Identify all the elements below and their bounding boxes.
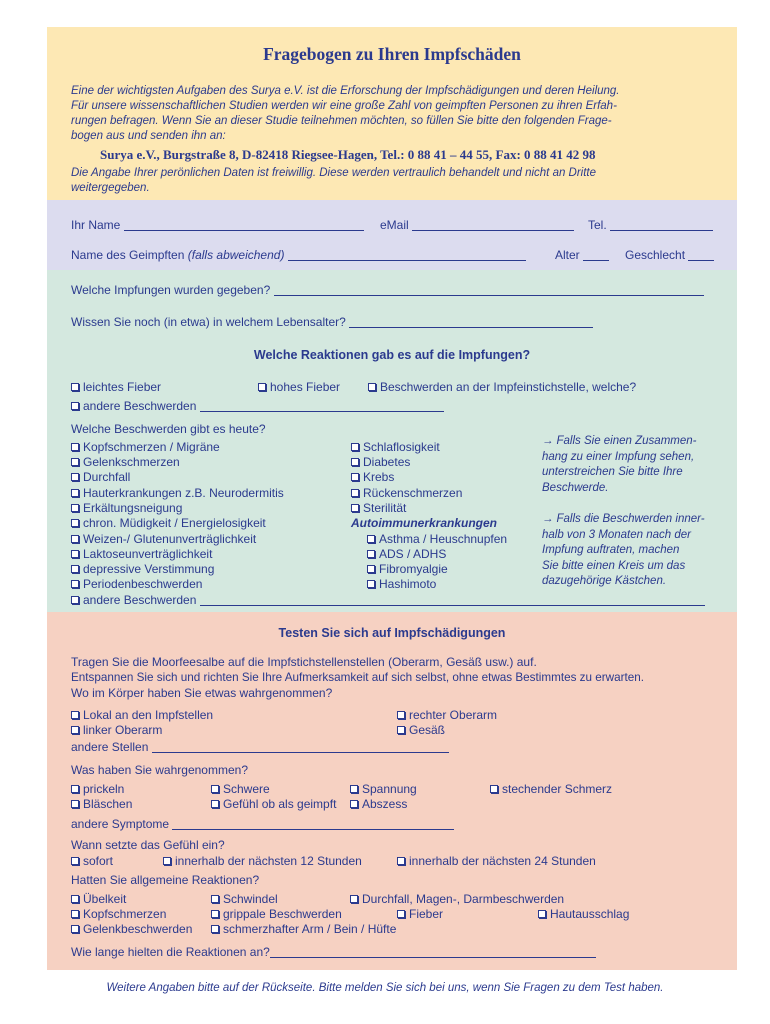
checkbox-item[interactable]: Schwere bbox=[211, 782, 270, 797]
checkbox-item[interactable]: hohes Fieber bbox=[258, 380, 340, 395]
intro-line: bogen aus und senden ihn an: bbox=[71, 130, 226, 142]
checkbox[interactable] bbox=[397, 711, 405, 719]
checkbox[interactable] bbox=[71, 550, 79, 558]
checkbox[interactable] bbox=[258, 383, 266, 391]
checkbox-item[interactable]: Krebs bbox=[351, 470, 394, 485]
checkbox-item[interactable]: Bläschen bbox=[71, 797, 132, 812]
general-question: Hatten Sie allgemeine Reaktionen? bbox=[71, 873, 260, 887]
checkbox[interactable] bbox=[538, 910, 546, 918]
tel-field[interactable] bbox=[610, 220, 713, 231]
today-label: Welche Beschwerden gibt es heute? bbox=[71, 422, 266, 436]
checkbox[interactable] bbox=[71, 402, 79, 410]
checkbox[interactable] bbox=[397, 857, 405, 865]
checkbox[interactable] bbox=[367, 550, 375, 558]
duration-question: Wie lange hielten die Reaktionen an? bbox=[71, 945, 270, 959]
instruction-line: Tragen Sie die Moorfeesalbe auf die Impfstichstellenstellen (Oberarm, Gesäß usw.) auf. bbox=[71, 655, 537, 669]
checkbox[interactable] bbox=[211, 800, 219, 808]
checkbox-item[interactable]: rechter Oberarm bbox=[397, 708, 497, 723]
checkbox[interactable] bbox=[397, 726, 405, 734]
checkbox[interactable] bbox=[71, 489, 79, 497]
checkbox-item[interactable]: Weizen-/ Glutenunverträglichkeit bbox=[71, 532, 256, 547]
checkbox[interactable] bbox=[71, 726, 79, 734]
checkbox-item[interactable]: Hashimoto bbox=[367, 577, 436, 592]
vaccination-age-label: Wissen Sie noch (in etwa) in welchem Lebensalter? bbox=[71, 315, 346, 329]
other-places-field[interactable] bbox=[152, 742, 449, 753]
checkbox[interactable] bbox=[351, 458, 359, 466]
checkbox-item[interactable]: leichtes Fieber bbox=[71, 380, 161, 395]
checkbox-item[interactable]: linker Oberarm bbox=[71, 723, 162, 738]
checkbox-item[interactable]: chron. Müdigkeit / Energielosigkeit bbox=[71, 516, 266, 531]
intro-line: Eine der wichtigsten Aufgaben des Surya e.V. ist die Erforschung der Impfschädigungen und deren Heilung. bbox=[71, 85, 620, 97]
checkbox-item[interactable]: Übelkeit bbox=[71, 892, 126, 907]
name-label: Ihr Name bbox=[71, 218, 121, 232]
checkbox-item[interactable]: sofort bbox=[71, 854, 113, 869]
checkbox[interactable] bbox=[71, 857, 79, 865]
checkbox[interactable] bbox=[71, 565, 79, 573]
arrow-right-icon: → bbox=[542, 513, 554, 525]
arrow-right-icon: → bbox=[542, 435, 554, 447]
checkbox-item[interactable]: Rückenschmerzen bbox=[351, 486, 462, 501]
checkbox-item[interactable]: Gesäß bbox=[397, 723, 445, 738]
checkbox[interactable] bbox=[351, 473, 359, 481]
other-today-field[interactable] bbox=[200, 595, 705, 606]
tel-label: Tel. bbox=[588, 218, 607, 232]
vaccination-section bbox=[47, 270, 737, 612]
checkbox-item[interactable]: Spannung bbox=[350, 782, 417, 797]
checkbox-item[interactable]: Schlaflosigkeit bbox=[351, 440, 440, 455]
checkbox[interactable] bbox=[71, 800, 79, 808]
checkbox-item[interactable]: schmerzhafter Arm / Bein / Hüfte bbox=[211, 922, 396, 937]
checkbox-item[interactable]: Fieber bbox=[397, 907, 443, 922]
checkbox-item[interactable]: Gelenkbeschwerden bbox=[71, 922, 192, 937]
checkbox[interactable] bbox=[367, 535, 375, 543]
checkbox-item[interactable]: Kopfschmerzen bbox=[71, 907, 166, 922]
checkbox-item[interactable]: Sterilität bbox=[351, 501, 406, 516]
checkbox[interactable] bbox=[71, 895, 79, 903]
checkbox-item[interactable]: Fibromyalgie bbox=[367, 562, 448, 577]
checkbox-item[interactable]: ADS / ADHS bbox=[367, 547, 446, 562]
checkbox-item[interactable]: Asthma / Heuschnupfen bbox=[367, 532, 507, 547]
where-question: Wo im Körper haben Sie etwas wahrgenommen? bbox=[71, 686, 333, 700]
checkbox[interactable] bbox=[71, 925, 79, 933]
checkbox[interactable] bbox=[211, 895, 219, 903]
checkbox-item[interactable]: Hauterkrankungen z.B. Neurodermitis bbox=[71, 486, 284, 501]
email-field[interactable] bbox=[412, 220, 574, 231]
checkbox[interactable] bbox=[351, 489, 359, 497]
checkbox-item[interactable]: Periodenbeschwerden bbox=[71, 577, 202, 592]
vaccinated-name-field[interactable] bbox=[288, 250, 526, 261]
when-question: Wann setzte das Gefühl ein? bbox=[71, 838, 225, 852]
checkbox-item[interactable]: Durchfall bbox=[71, 470, 130, 485]
checkbox[interactable] bbox=[368, 383, 376, 391]
checkbox-item[interactable]: Diabetes bbox=[351, 455, 410, 470]
checkbox-item[interactable]: andere Beschwerden bbox=[71, 399, 444, 414]
vaccinated-name-note: (falls abweichend) bbox=[187, 248, 285, 262]
checkbox-item[interactable]: Lokal an den Impfstellen bbox=[71, 708, 213, 723]
other-complaints-field[interactable] bbox=[200, 401, 444, 412]
checkbox[interactable] bbox=[350, 785, 358, 793]
checkbox-item[interactable]: Kopfschmerzen / Migräne bbox=[71, 440, 220, 455]
duration-field[interactable] bbox=[270, 947, 596, 958]
checkbox[interactable] bbox=[71, 785, 79, 793]
checkbox[interactable] bbox=[211, 785, 219, 793]
checkbox[interactable] bbox=[71, 443, 79, 451]
intro-section bbox=[47, 27, 737, 200]
checkbox[interactable] bbox=[350, 895, 358, 903]
checkbox[interactable] bbox=[71, 473, 79, 481]
vaccinations-field[interactable] bbox=[274, 285, 704, 296]
underline-note: → Falls Sie einen Zusammen- hang zu einer Impfung sehen, unterstreichen Sie bitte Ihre Beschwerde. bbox=[542, 435, 697, 494]
instruction-line: Entspannen Sie sich und richten Sie Ihre Aufmerksamkeit auf sich selbst, ohne etwas Bestimmtes zu erwarten. bbox=[71, 671, 644, 684]
vaccination-age-field[interactable] bbox=[349, 317, 593, 328]
checkbox-item[interactable]: stechender Schmerz bbox=[490, 782, 612, 797]
email-label: eMail bbox=[380, 218, 409, 232]
other-places-label: andere Stellen bbox=[71, 740, 149, 754]
checkbox-item[interactable]: Abszess bbox=[350, 797, 407, 812]
checkbox[interactable] bbox=[351, 504, 359, 512]
checkbox[interactable] bbox=[71, 504, 79, 512]
checkbox[interactable] bbox=[71, 580, 79, 588]
privacy-note: weitergegeben. bbox=[71, 182, 150, 194]
gender-label: Geschlecht bbox=[625, 248, 686, 262]
circle-note: → Falls die Beschwerden inner- halb von 3 Monaten nach der Impfung auftraten, machen Sie bitte einen Kreis um das dazugehörige Kästchen. bbox=[542, 513, 705, 587]
checkbox-item[interactable]: Laktoseunverträglichkeit bbox=[71, 547, 212, 562]
checkbox[interactable] bbox=[367, 565, 375, 573]
checkbox[interactable] bbox=[71, 535, 79, 543]
checkbox[interactable] bbox=[71, 519, 79, 527]
checkbox[interactable] bbox=[211, 910, 219, 918]
age-label: Alter bbox=[555, 248, 580, 262]
test-heading: Testen Sie sich auf Impfschädigungen bbox=[278, 626, 506, 640]
checkbox-item[interactable]: innerhalb der nächsten 12 Stunden bbox=[163, 854, 362, 869]
autoimmune-heading: Autoimmunerkrankungen bbox=[351, 516, 498, 530]
checkbox-item[interactable]: Durchfall, Magen-, Darmbeschwerden bbox=[350, 892, 564, 907]
checkbox[interactable] bbox=[71, 910, 79, 918]
gender-field[interactable] bbox=[688, 250, 714, 261]
checkbox[interactable] bbox=[397, 910, 405, 918]
checkbox-item[interactable]: Erkältungsneigung bbox=[71, 501, 182, 516]
checkbox[interactable] bbox=[163, 857, 171, 865]
privacy-note: Die Angabe Ihrer perönlichen Daten ist freiwillig. Diese werden vertraulich behandelt und nicht an Dritte bbox=[71, 167, 597, 179]
checkbox[interactable] bbox=[211, 925, 219, 933]
checkbox-item[interactable]: Gefühl ob als geimpft bbox=[211, 797, 336, 812]
footer-note: Weitere Angaben bitte auf der Rückseite. Bitte melden Sie sich bei uns, wenn Sie Fragen zu dem Test haben. bbox=[106, 982, 664, 994]
vaccinations-label: Welche Impfungen wurden gegeben? bbox=[71, 283, 271, 297]
checkbox-item[interactable]: Schwindel bbox=[211, 892, 278, 907]
name-field[interactable] bbox=[124, 220, 364, 231]
intro-line: rungen befragen. Wenn Sie an dieser Studie teilnehmen möchten, so füllen Sie bitte den folgenden Frage- bbox=[71, 115, 612, 127]
checkbox[interactable] bbox=[71, 711, 79, 719]
page-title: Fragebogen zu Ihren Impfschäden bbox=[263, 44, 521, 64]
intro-line: Für unsere wissenschaftlichen Studien werden wir eine große Zahl von geimpften Personen zu ihren Erfah- bbox=[71, 100, 617, 112]
vaccinated-name-label: Name des Geimpften bbox=[71, 248, 185, 262]
checkbox[interactable] bbox=[350, 800, 358, 808]
checkbox-item[interactable]: innerhalb der nächsten 24 Stunden bbox=[397, 854, 596, 869]
other-symptoms-field[interactable] bbox=[172, 819, 454, 830]
what-question: Was haben Sie wahrgenommen? bbox=[71, 763, 248, 777]
checkbox-item[interactable]: Beschwerden an der Impfeinstichstelle, welche? bbox=[368, 380, 636, 395]
checkbox[interactable] bbox=[71, 596, 79, 604]
checkbox[interactable] bbox=[71, 458, 79, 466]
checkbox[interactable] bbox=[367, 580, 375, 588]
checkbox[interactable] bbox=[71, 383, 79, 391]
checkbox-item[interactable]: andere Beschwerden bbox=[71, 593, 705, 608]
other-symptoms-label: andere Symptome bbox=[71, 817, 170, 831]
age-field[interactable] bbox=[583, 250, 609, 261]
checkbox-item[interactable]: Gelenkschmerzen bbox=[71, 455, 180, 470]
self-test-section bbox=[47, 612, 737, 970]
checkbox-item[interactable]: Hautausschlag bbox=[538, 907, 629, 922]
reactions-heading: Welche Reaktionen gab es auf die Impfungen? bbox=[253, 348, 531, 362]
checkbox-item[interactable]: prickeln bbox=[71, 782, 124, 797]
checkbox[interactable] bbox=[490, 785, 498, 793]
address: Surya e.V., Burgstraße 8, D-82418 Riegsee-Hagen, Tel.: 0 88 41 – 44 55, Fax: 0 88 41 42 98 bbox=[100, 147, 596, 162]
checkbox-item[interactable]: depressive Verstimmung bbox=[71, 562, 214, 577]
checkbox-item[interactable]: grippale Beschwerden bbox=[211, 907, 342, 922]
checkbox[interactable] bbox=[351, 443, 359, 451]
personal-section bbox=[47, 200, 737, 270]
